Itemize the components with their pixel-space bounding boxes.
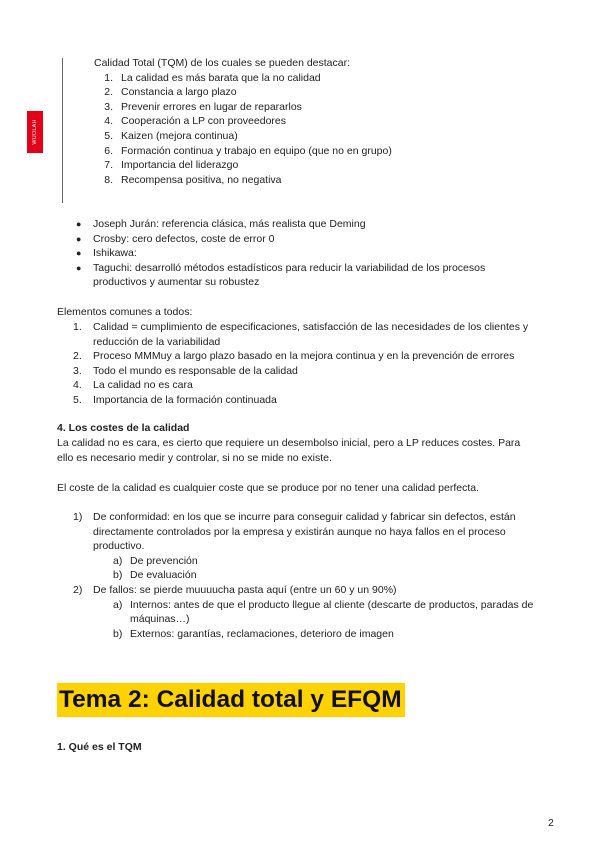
common-list <box>73 320 578 408</box>
margin-rule <box>62 58 63 203</box>
costs-list <box>73 510 583 641</box>
sub-list-item: a) Internos: antes de que el producto llegue al cliente (descarte de productos, paradas de máquinas…) <box>113 598 534 626</box>
bullet-icon: ● <box>76 262 82 273</box>
section-heading: 1. Qué es el TQM <box>57 741 142 753</box>
costs-heading: 4. Los costes de la calidad <box>57 422 190 434</box>
sub-list-item: b) De evaluación <box>113 569 197 582</box>
sub-list-item: b) Externos: garantías, reclamaciones, deterioro de imagen <box>113 627 394 640</box>
list-item: ● Taguchi: desarrolló métodos estadísticos para reducir la variabilidad de los procesos productivos y aumentar su robustez <box>76 261 486 289</box>
list-item: 5. Importancia de la formación continuada <box>73 393 277 406</box>
list-item: 6. Formación continua y trabajo en equipo (que no en grupo) <box>104 144 392 157</box>
side-tab-logo <box>27 111 43 153</box>
list-item: ● Crosby: cero defectos, coste de error 0 <box>76 232 275 245</box>
bullet-icon: ● <box>76 233 82 244</box>
bullet-icon: ● <box>76 248 82 259</box>
side-tab-label: WUOLAH <box>32 119 38 145</box>
list-item: ● Ishikawa: <box>76 247 137 260</box>
authors-list <box>76 217 576 290</box>
list-item: ● Joseph Jurán: referencia clásica, más realista que Deming <box>76 218 366 230</box>
theme-title: Tema 2: Calidad total y EFQM <box>57 683 405 717</box>
list-item: 5. Kaizen (mejora continua) <box>104 129 238 142</box>
list-item: 2) De fallos: se pierde muuuucha pasta aquí (entre un 60 y un 90%) a) Internos: antes de que el producto llegue al cliente (descarte de productos, paradas de máquinas…) b) Externos: garantías, reclamaciones, deterioro de imagen <box>73 583 583 641</box>
list-item: 3. Prevenir errores en lugar de repararlos <box>104 100 302 113</box>
list-item: 3. Todo el mundo es responsable de la calidad <box>73 364 298 377</box>
list-item: 7. Importancia del liderazgo <box>104 159 239 172</box>
sub-list-item: a) De prevención <box>113 554 198 567</box>
list-item: 1. La calidad es más barata que la no calidad <box>104 71 321 84</box>
common-heading: Elementos comunes a todos: <box>57 306 193 318</box>
list-item: 2. Proceso MMMuy a largo plazo basado en la mejora continua y en la prevención de errores <box>73 350 515 363</box>
list-item: 2. Constancia a largo plazo <box>104 86 237 99</box>
list-item: 4. La calidad no es cara <box>73 379 193 392</box>
bullet-icon: ● <box>76 219 82 229</box>
page-number: 2 <box>548 817 554 829</box>
list-item: 1) De conformidad: en los que se incurre para conseguir calidad y fabricar sin defectos, están directamente controlados por la empresa y existirán aunque no haya fallos en el proceso productivo. a) De prevención b) De evaluación <box>73 510 583 583</box>
list-item: 4. Cooperación a LP con proveedores <box>104 115 287 128</box>
tqm-intro-text: Calidad Total (TQM) de los cuales se pueden destacar: <box>94 57 351 69</box>
list-item: 1. Calidad = cumplimiento de especificaciones, satisfacción de las necesidades de los clientes y reducción de la variabilidad <box>73 321 529 348</box>
tqm-list <box>97 71 392 188</box>
costs-paragraph-1: La calidad no es cara, es cierto que requiere un desembolso inicial, pero a LP reduces costes. Para ello es necesario medir y controlar, si no se mide no existe. <box>57 437 521 464</box>
list-item: 8. Recompensa positiva, no negativa <box>104 173 282 186</box>
costs-paragraph-2: El coste de la calidad es cualquier coste que se produce por no tener una calidad perfecta. <box>57 482 480 494</box>
